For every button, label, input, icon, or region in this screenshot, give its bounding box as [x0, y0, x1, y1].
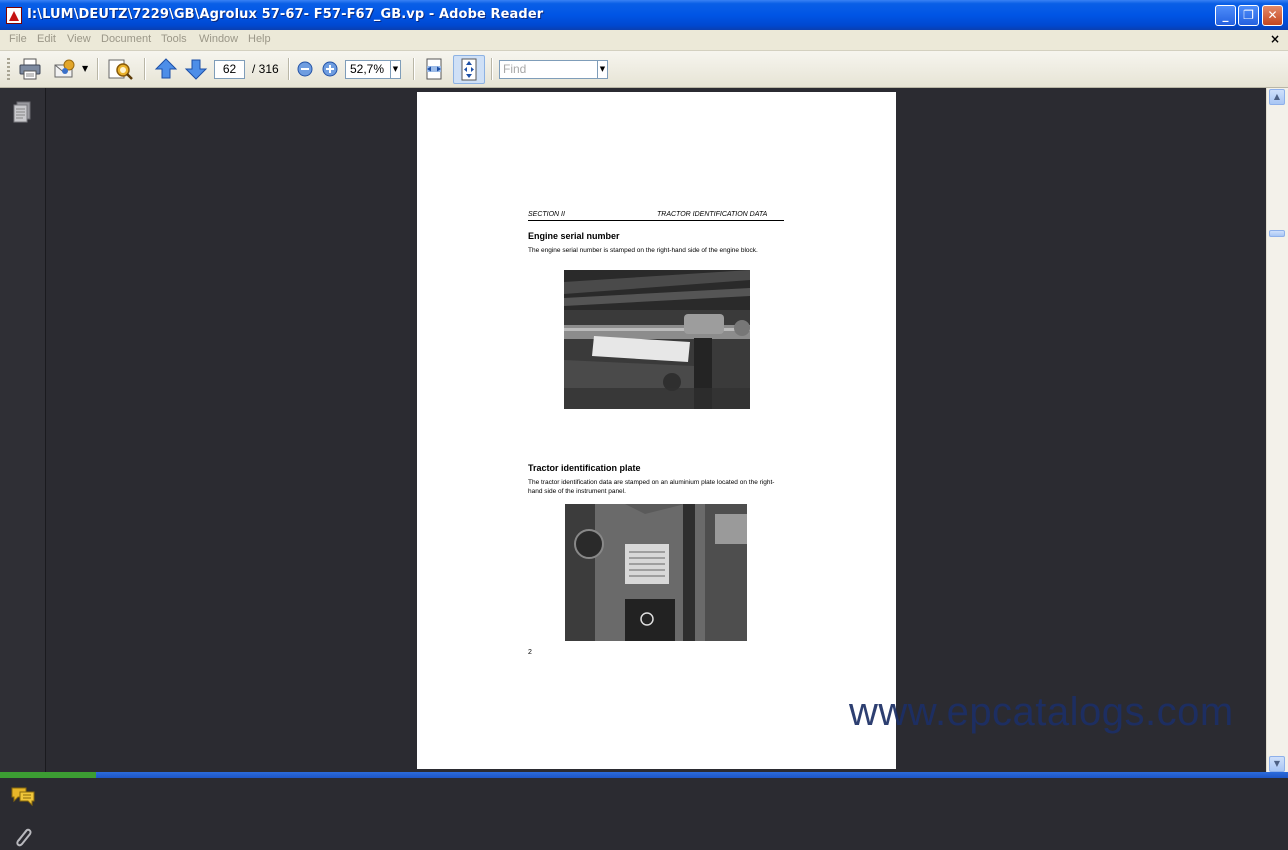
menu-document[interactable]: Document — [101, 33, 152, 45]
pages-icon[interactable] — [13, 101, 31, 123]
maximize-button[interactable]: ❐ — [1238, 5, 1259, 26]
zoom-level-input[interactable]: 52,7% — [345, 60, 391, 79]
email-icon[interactable] — [53, 57, 79, 81]
toolbar — [0, 51, 1288, 88]
scroll-up-button[interactable]: ▲ — [1269, 89, 1285, 105]
print-icon[interactable] — [17, 57, 43, 81]
window-title: I:\LUM\DEUTZ\7229\GB\Agrolux 57-67- F57-F67_GB.vp - Adobe Reader — [27, 7, 544, 22]
pdf-page — [417, 92, 896, 769]
engine-serial-heading: Engine serial number — [528, 231, 620, 241]
email-dropdown-arrow-icon[interactable]: ▼ — [82, 64, 89, 73]
find-input[interactable]: Find — [499, 60, 598, 79]
zoom-out-icon[interactable] — [296, 57, 314, 81]
document-close-button[interactable]: × — [1269, 32, 1280, 46]
toolbar-separator — [288, 58, 290, 80]
adobe-reader-icon — [6, 7, 22, 24]
next-page-icon[interactable] — [184, 57, 208, 81]
zoom-dropdown-arrow-icon[interactable]: ▼ — [391, 60, 401, 79]
search-icon[interactable] — [106, 57, 134, 81]
toolbar-separator — [144, 58, 146, 80]
comments-icon[interactable] — [11, 786, 35, 806]
fit-page-icon — [454, 56, 484, 83]
menu-window[interactable]: Window — [199, 33, 239, 45]
section-label: SECTION II — [528, 211, 565, 218]
toolbar-separator — [97, 58, 99, 80]
start-button[interactable] — [0, 772, 96, 778]
title-bar — [0, 0, 1288, 30]
minimize-button[interactable]: _ — [1215, 5, 1236, 26]
navigation-pane — [0, 88, 46, 772]
engine-block-photo — [564, 270, 750, 409]
engine-serial-text: The engine serial number is stamped on the right-hand side of the engine block. — [528, 247, 758, 254]
fit-page-button[interactable] — [453, 55, 485, 84]
tractor-plate-heading: Tractor identification plate — [528, 463, 641, 473]
menu-file[interactable]: File — [9, 33, 27, 45]
toolbar-separator — [413, 58, 415, 80]
tractor-plate-text: The tractor identification data are stamped on an aluminium plate located on the right-hand side of the instrument panel. — [528, 479, 775, 495]
section-title: TRACTOR IDENTIFICATION DATA — [657, 211, 768, 218]
find-dropdown-arrow-icon[interactable]: ▼ — [598, 60, 608, 79]
toolbar-grip[interactable] — [7, 58, 10, 80]
previous-page-icon[interactable] — [154, 57, 178, 81]
taskbar — [0, 772, 1288, 778]
watermark-text: www.epcatalogs.com — [849, 690, 1234, 734]
close-button[interactable]: ✕ — [1262, 5, 1283, 26]
page-number-input[interactable]: 62 — [214, 60, 245, 79]
menu-bar — [0, 30, 1288, 51]
scroll-thumb[interactable] — [1269, 230, 1285, 237]
menu-view[interactable]: View — [67, 33, 91, 45]
menu-edit[interactable]: Edit — [37, 33, 56, 45]
fit-width-icon[interactable] — [422, 57, 446, 81]
menu-help[interactable]: Help — [248, 33, 271, 45]
header-rule — [528, 220, 784, 221]
scroll-down-button[interactable]: ▼ — [1269, 756, 1285, 772]
vertical-scrollbar[interactable] — [1266, 88, 1288, 774]
page-count: / 316 — [252, 62, 279, 76]
toolbar-separator — [491, 58, 493, 80]
menu-tools[interactable]: Tools — [161, 33, 187, 45]
page-footer-number: 2 — [528, 649, 532, 656]
attachments-icon[interactable] — [12, 826, 34, 850]
zoom-in-icon[interactable] — [321, 57, 339, 81]
identification-plate-photo — [565, 504, 747, 641]
